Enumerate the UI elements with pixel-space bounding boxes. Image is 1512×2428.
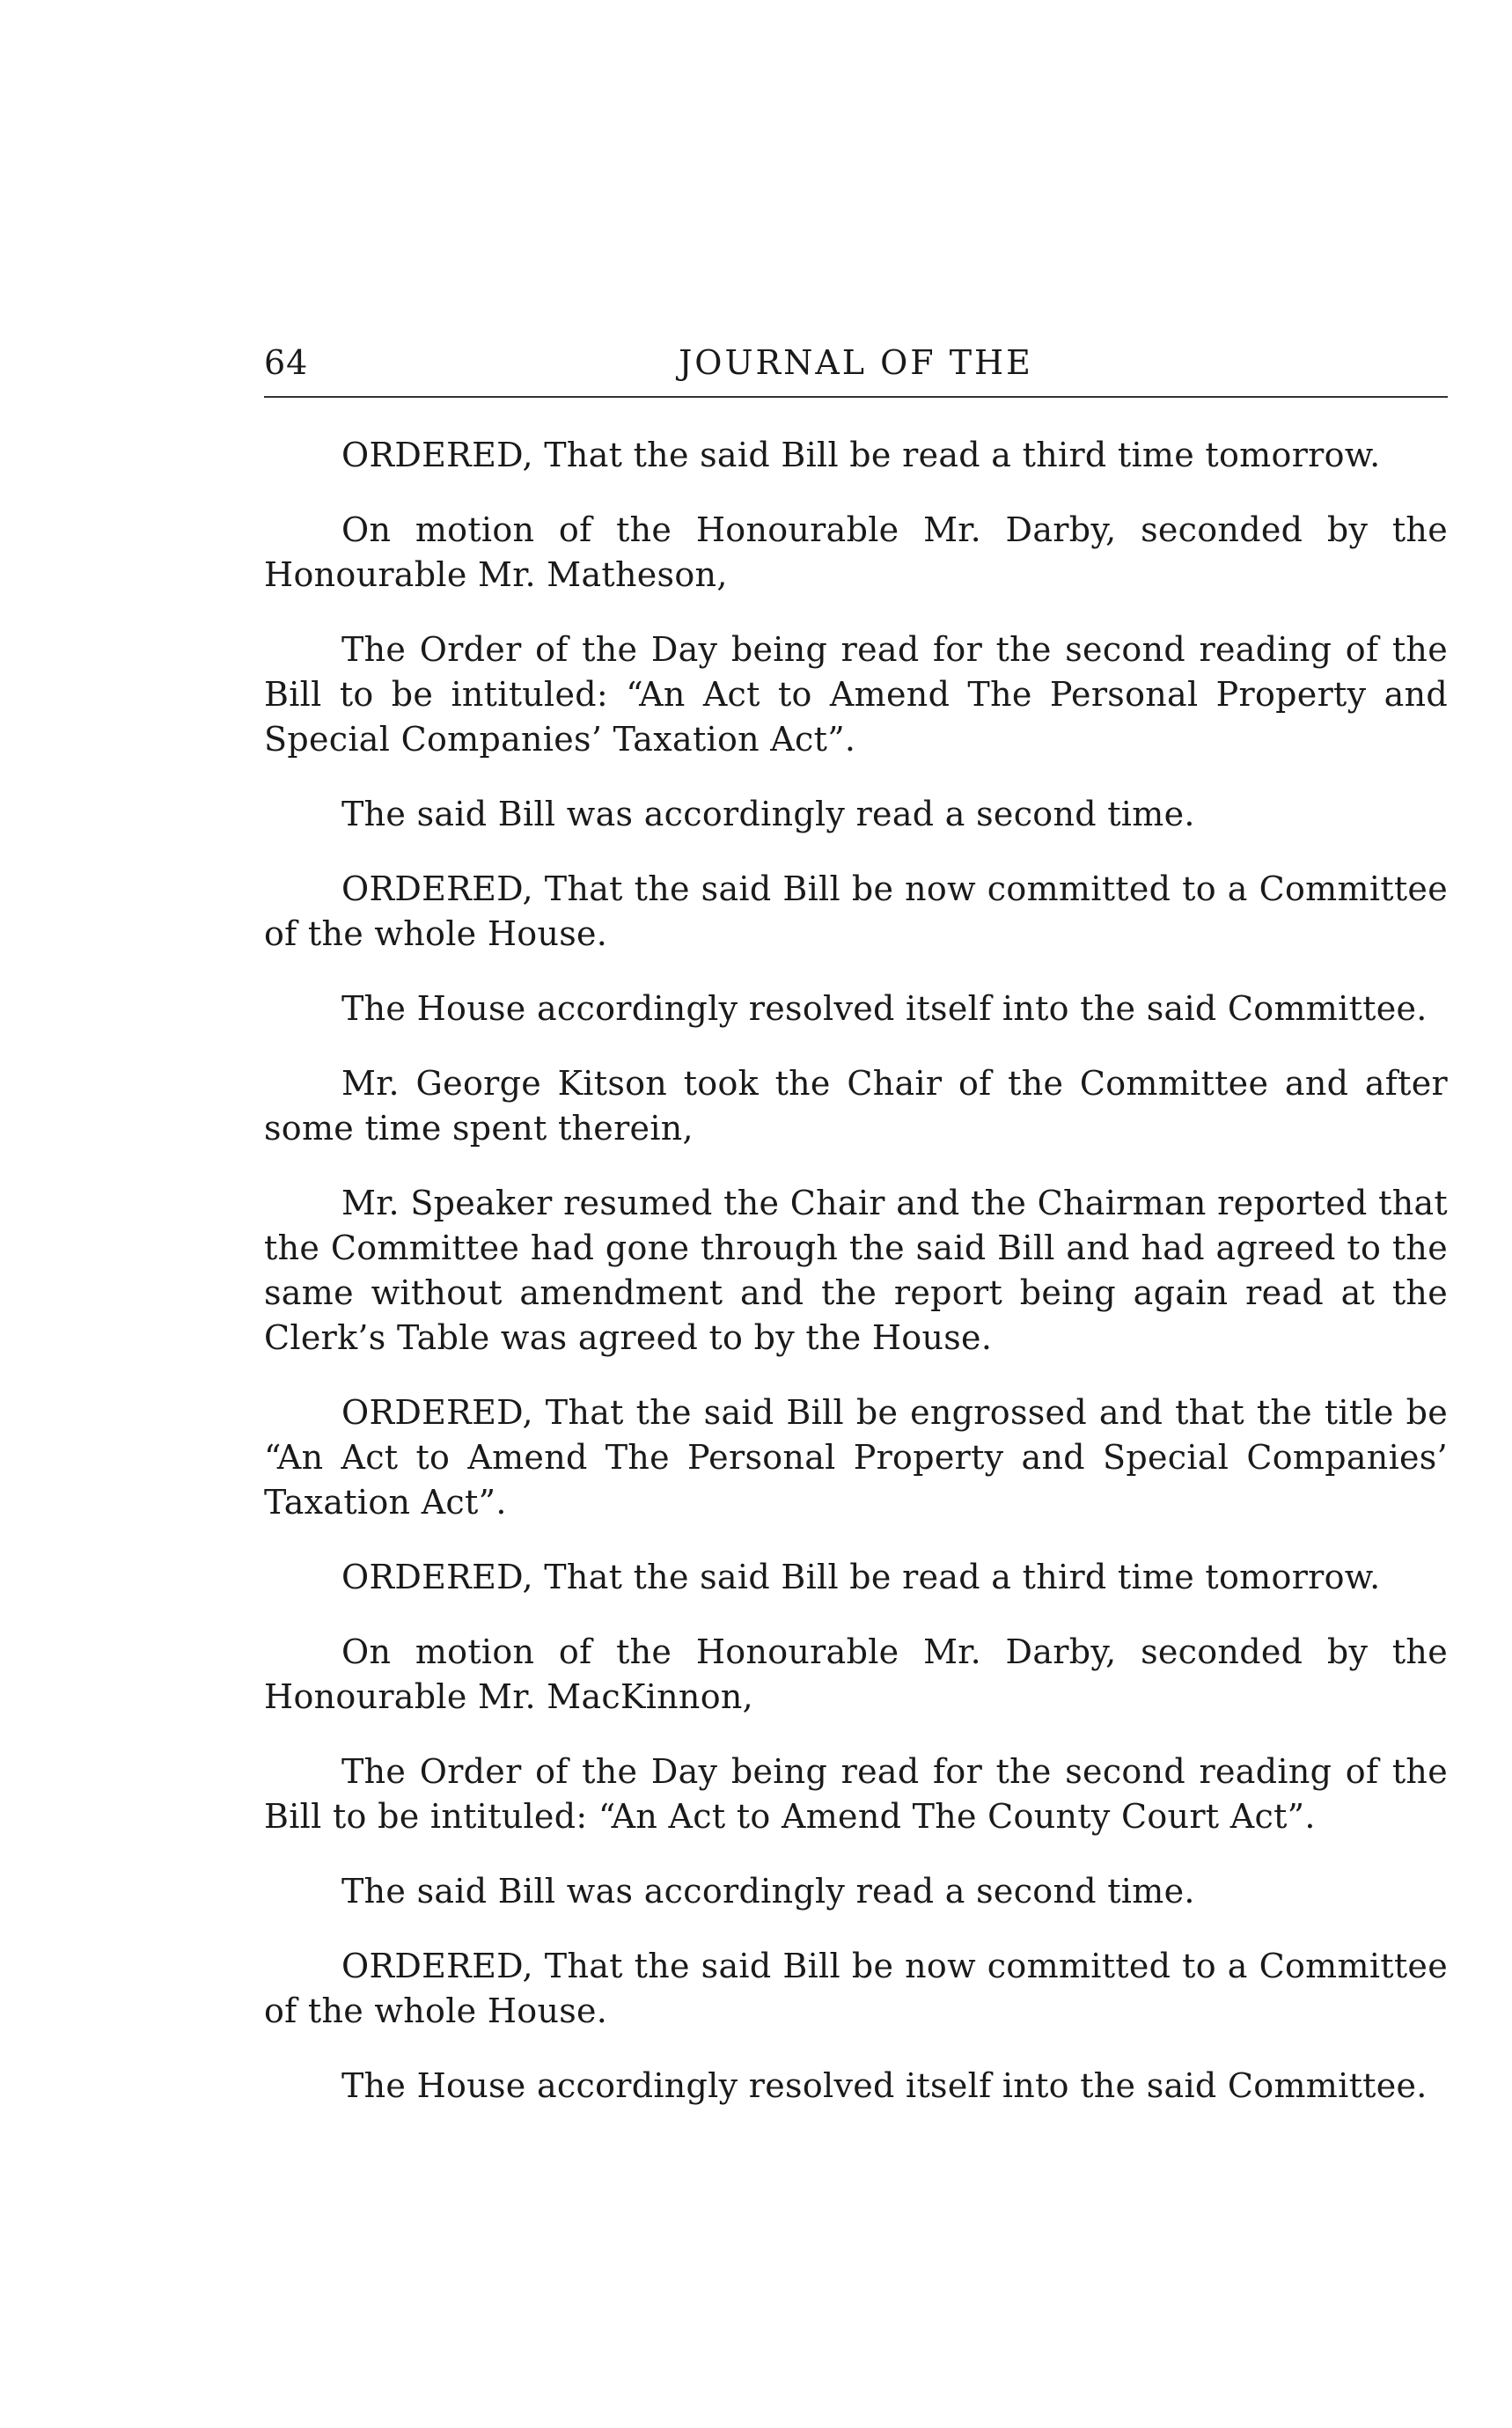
paragraph: ORDERED, That the said Bill be engrossed and that the title be “An Act to Amend The Personal Property and Special Companies’ Taxation Act”. — [264, 1393, 1448, 1522]
journal-page — [264, 334, 1448, 2138]
body-text — [264, 433, 1448, 2109]
paragraph: On motion of the Honourable Mr. Darby, seconded by the Honourable Mr. MacKinnon, — [264, 1632, 1448, 1716]
paragraph: The said Bill was accordingly read a second time. — [341, 795, 1195, 833]
page-number: 64 — [264, 343, 309, 382]
paragraph: The House accordingly resolved itself into the said Committee. — [341, 989, 1428, 1028]
paragraph: ORDERED, That the said Bill be read a third time tomorrow. — [341, 436, 1381, 474]
paragraph: ORDERED, That the said Bill be read a third time tomorrow. — [341, 1558, 1381, 1596]
paragraph: The House accordingly resolved itself into the said Committee. — [341, 2066, 1428, 2105]
paragraph: Mr. George Kitson took the Chair of the Committee and after some time spent therein, — [264, 1064, 1448, 1148]
page-header — [264, 334, 1448, 398]
paragraph: The Order of the Day being read for the second reading of the Bill to be intituled: “An Act to Amend The Personal Property and Special Companies’ Taxation Act”. — [264, 630, 1448, 759]
paragraph: Mr. Speaker resumed the Chair and the Chairman reported that the Committee had gone through the said Bill and had agreed to the same without amendment and the report being again read at the Clerk’s Table was agreed to by the House. — [264, 1184, 1448, 1357]
paragraph: The said Bill was accordingly read a second time. — [341, 1872, 1195, 1911]
paragraph: ORDERED, That the said Bill be now committed to a Committee of the whole House. — [264, 869, 1448, 953]
paragraph: ORDERED, That the said Bill be now committed to a Committee of the whole House. — [264, 1947, 1448, 2030]
paragraph: On motion of the Honourable Mr. Darby, seconded by the Honourable Mr. Matheson, — [264, 510, 1448, 594]
paragraph: The Order of the Day being read for the second reading of the Bill to be intituled: “An Act to Amend The County Court Act”. — [264, 1752, 1448, 1836]
running-head: JOURNAL OF THE — [679, 343, 1033, 382]
